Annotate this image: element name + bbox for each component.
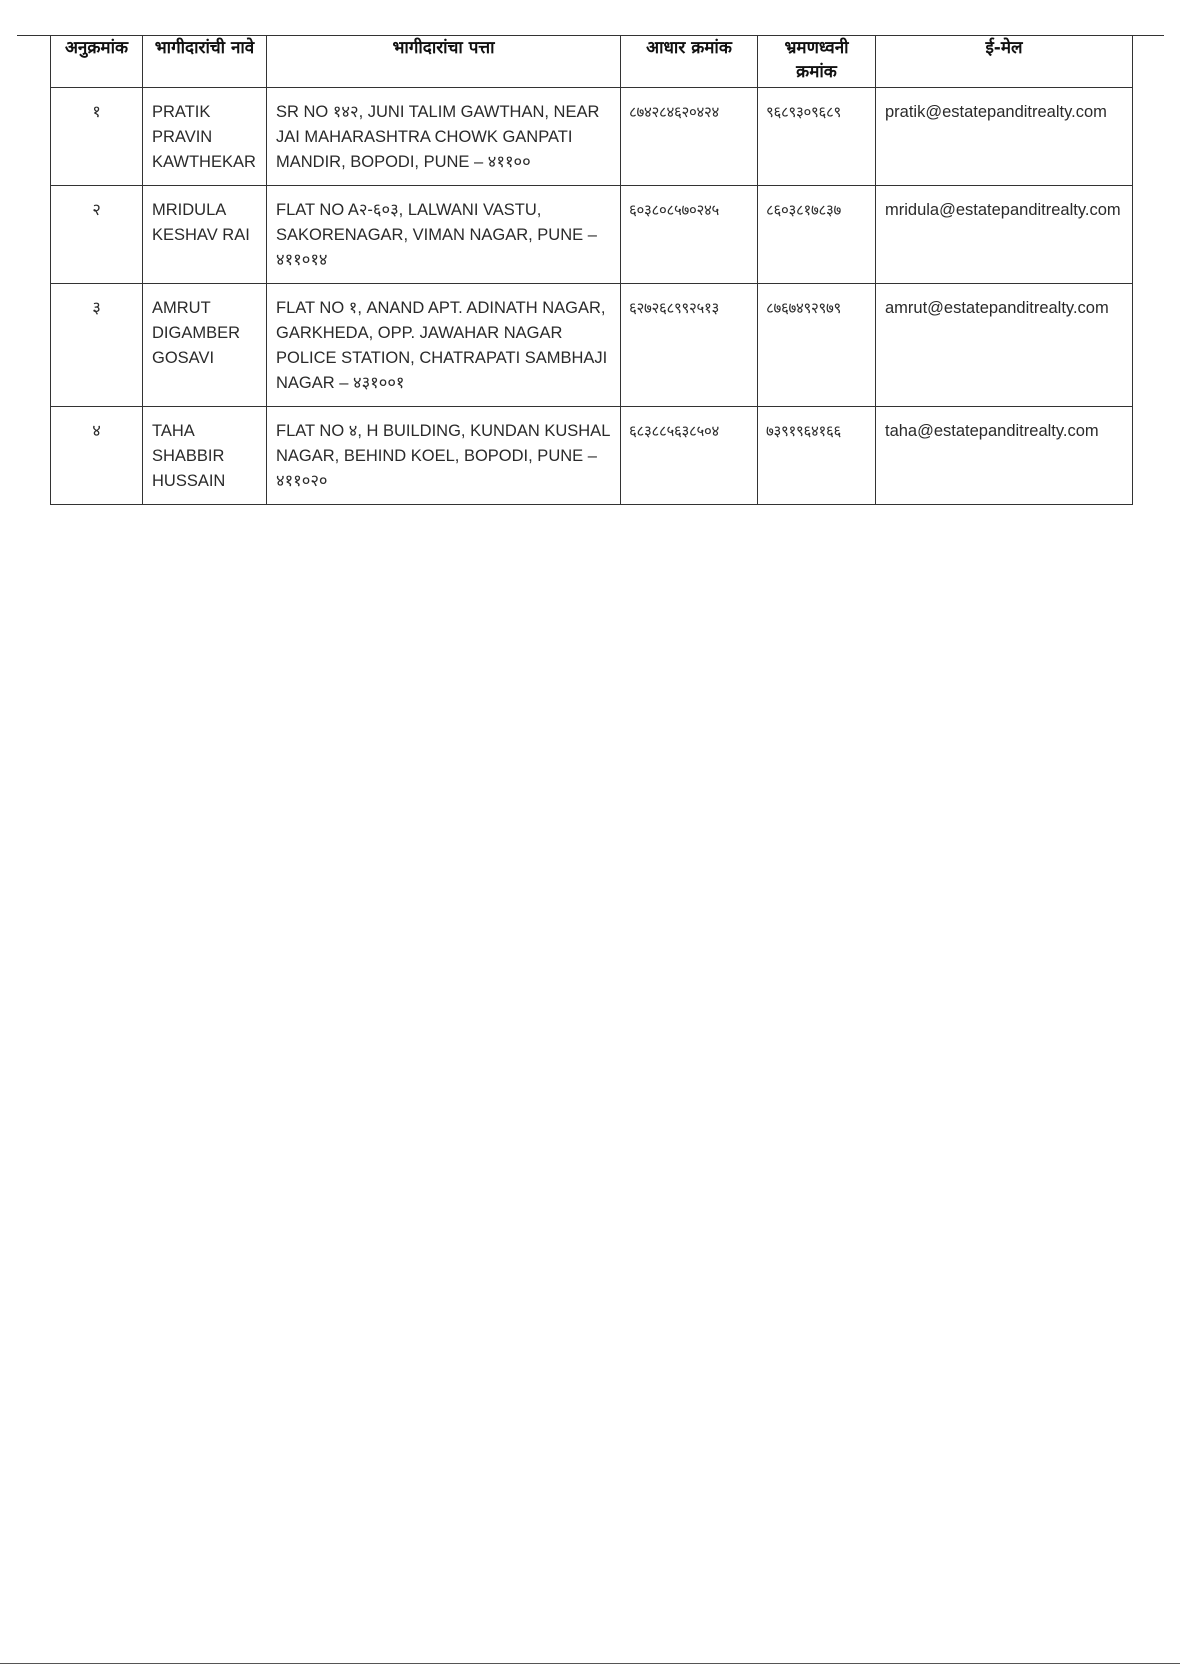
cell-name: AMRUT DIGAMBER GOSAVI: [143, 284, 267, 407]
table-row: [51, 88, 1133, 186]
cell-name: TAHA SHABBIR HUSSAIN: [143, 407, 267, 505]
cell-mobile: ८६०३८१७८३७: [758, 186, 876, 284]
table-header-row: [51, 36, 1133, 88]
table-row: [51, 186, 1133, 284]
cell-aadhaar: ६२७२६८९९२५१३: [621, 284, 758, 407]
cell-aadhaar: ८७४२८४६२०४२४: [621, 88, 758, 186]
cell-serial: २: [51, 186, 143, 284]
header-aadhaar: आधार क्रमांक: [621, 36, 758, 88]
cell-email: pratik@estatepanditrealty.com: [876, 88, 1133, 186]
cell-name: PRATIK PRAVIN KAWTHEKAR: [143, 88, 267, 186]
cell-serial: ४: [51, 407, 143, 505]
cell-email: taha@estatepanditrealty.com: [876, 407, 1133, 505]
cell-serial: १: [51, 88, 143, 186]
cell-email: mridula@estatepanditrealty.com: [876, 186, 1133, 284]
cell-aadhaar: ६८३८८५६३८५०४: [621, 407, 758, 505]
cell-aadhaar: ६०३८०८५७०२४५: [621, 186, 758, 284]
cell-mobile: ७३९१९६४१६६: [758, 407, 876, 505]
cell-name: MRIDULA KESHAV RAI: [143, 186, 267, 284]
partners-table: [50, 35, 1133, 505]
header-mobile: भ्रमणध्वनी क्रमांक: [758, 36, 876, 88]
header-address: भागीदारांचा पत्ता: [267, 36, 621, 88]
bottom-rule: [0, 1663, 1180, 1664]
cell-mobile: ८७६७४९२९७९: [758, 284, 876, 407]
header-name: भागीदारांची नावे: [143, 36, 267, 88]
cell-address: SR NO १४२, JUNI TALIM GAWTHAN, NEAR JAI MAHARASHTRA CHOWK GANPATI MANDIR, BOPODI, PUNE – ४११००: [267, 88, 621, 186]
cell-email: amrut@estatepanditrealty.com: [876, 284, 1133, 407]
table-row: [51, 407, 1133, 505]
header-email: ई-मेल: [876, 36, 1133, 88]
cell-mobile: ९६८९३०९६८९: [758, 88, 876, 186]
table-row: [51, 284, 1133, 407]
cell-serial: ३: [51, 284, 143, 407]
header-serial: अनुक्रमांक: [51, 36, 143, 88]
cell-address: FLAT NO १, ANAND APT. ADINATH NAGAR, GARKHEDA, OPP. JAWAHAR NAGAR POLICE STATION, CHATRAPATI SAMBHAJI NAGAR – ४३१००१: [267, 284, 621, 407]
cell-address: FLAT NO ४, H BUILDING, KUNDAN KUSHAL NAGAR, BEHIND KOEL, BOPODI, PUNE – ४११०२०: [267, 407, 621, 505]
cell-address: FLAT NO A२-६०३, LALWANI VASTU, SAKORENAGAR, VIMAN NAGAR, PUNE – ४११०१४: [267, 186, 621, 284]
